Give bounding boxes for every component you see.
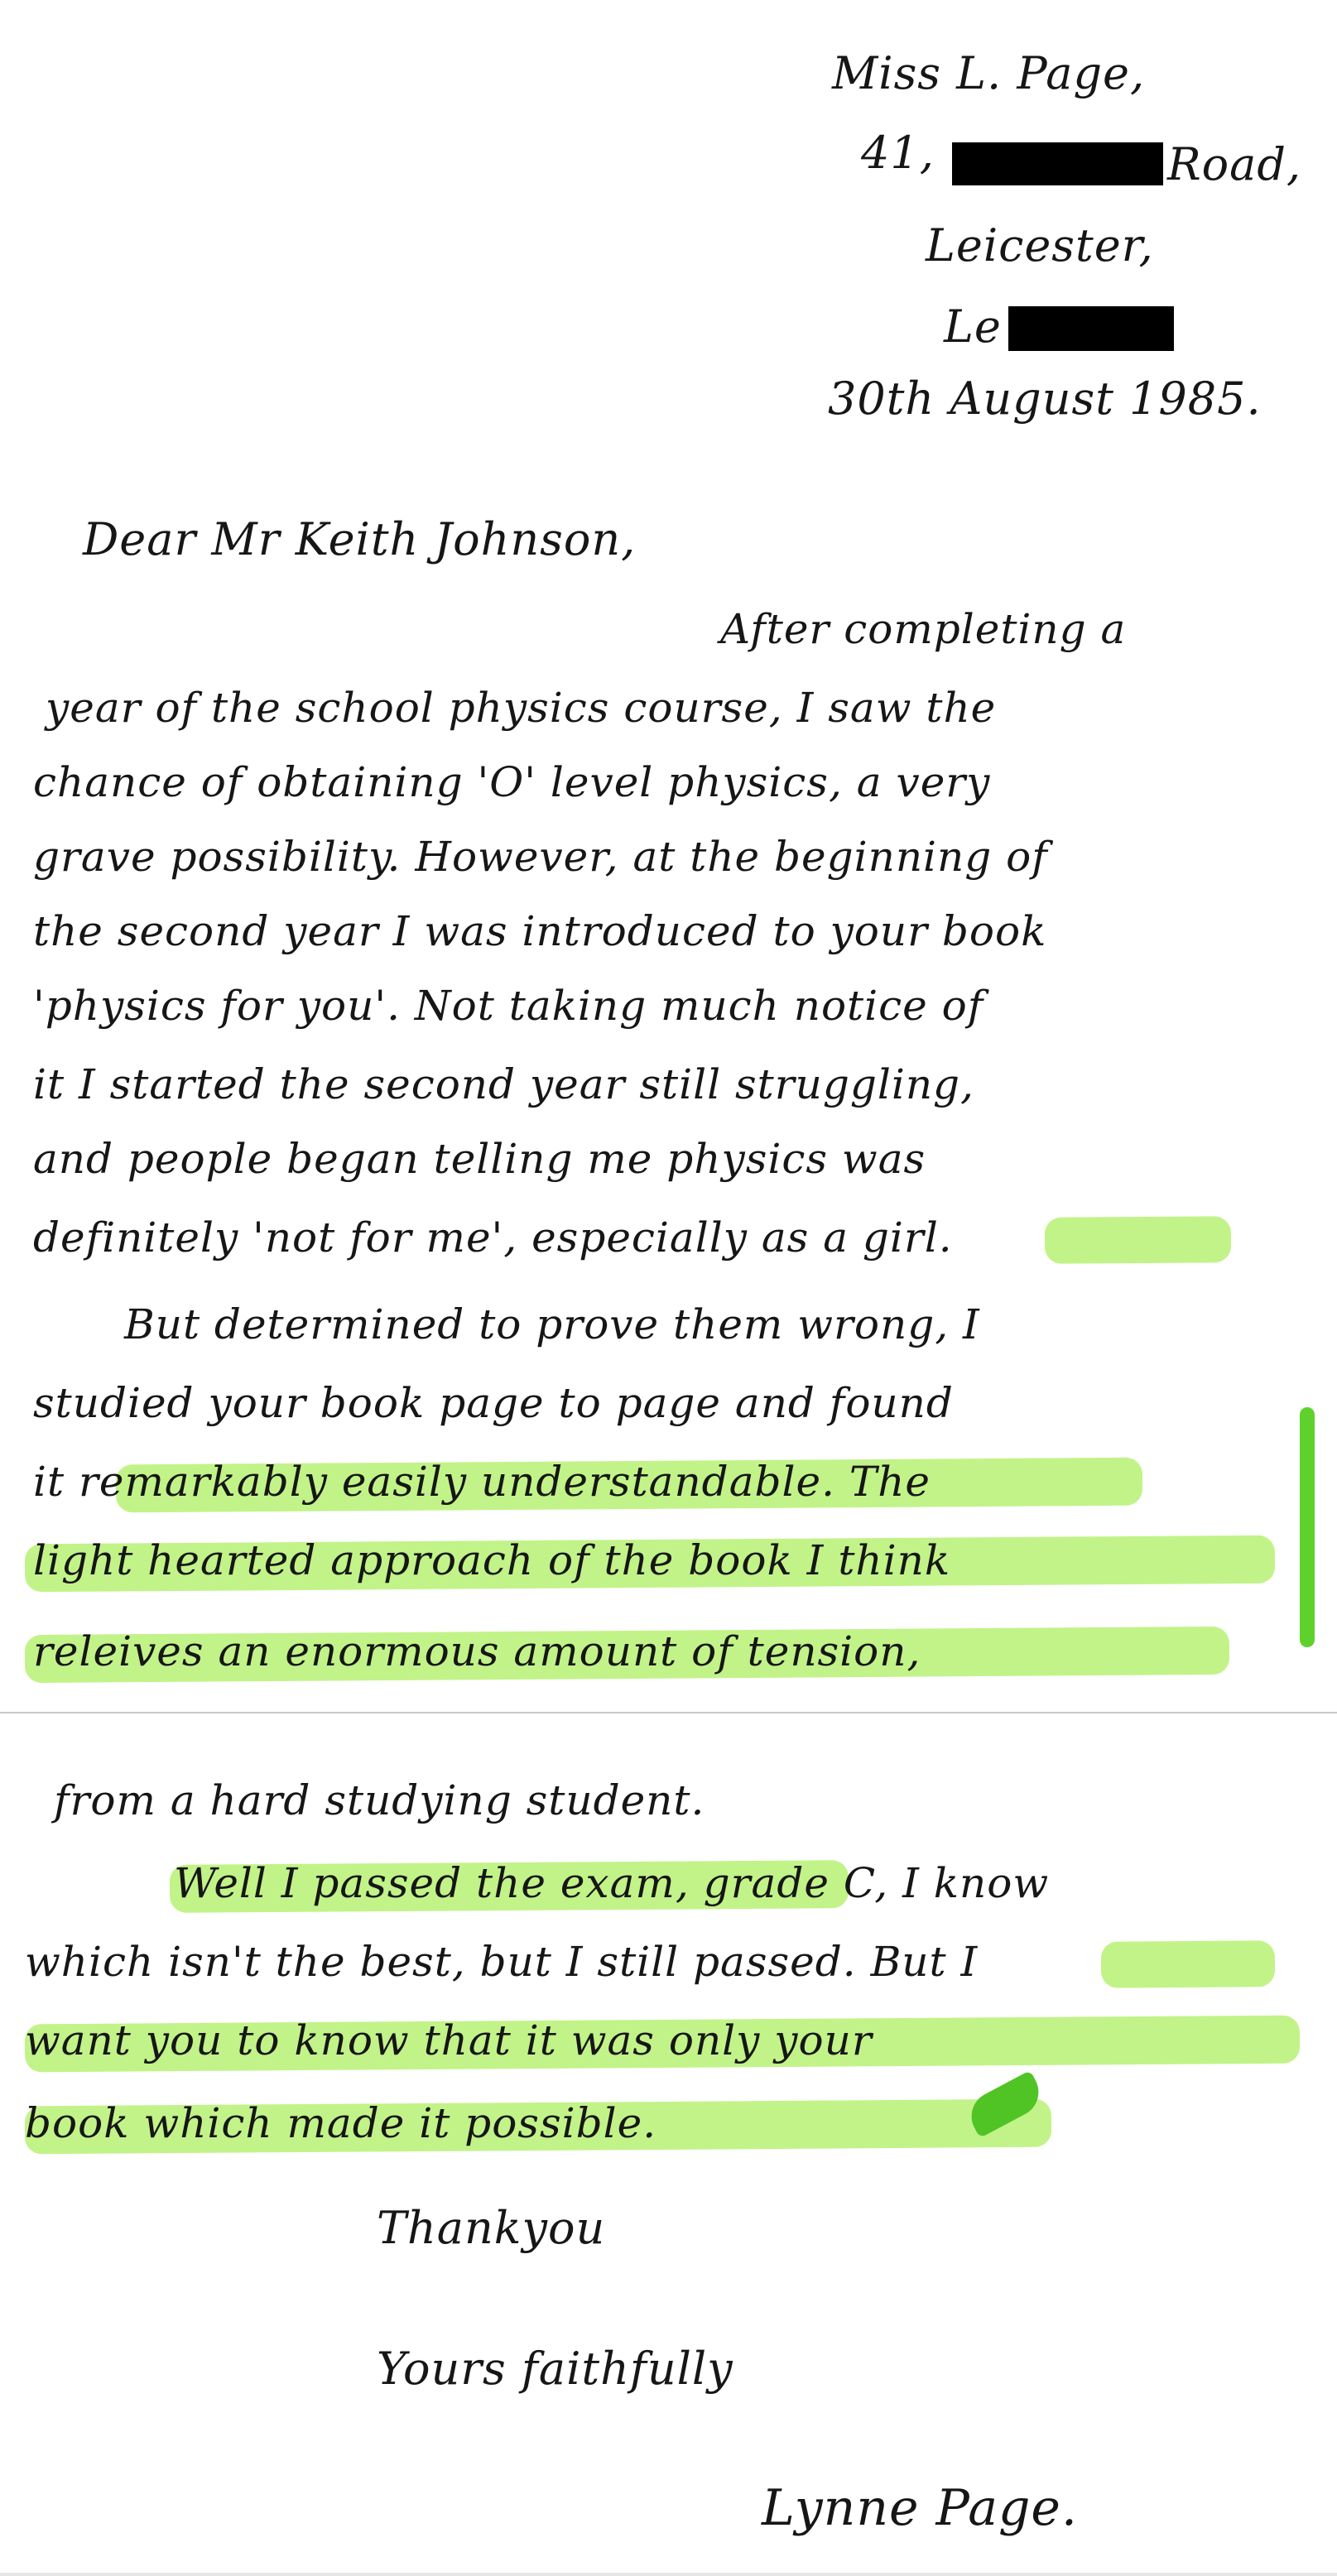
body-line: Well I passed the exam, grade C, I know <box>174 1859 1050 1907</box>
closing-phrase: Yours faithfully <box>377 2343 733 2395</box>
body-line: from a hard studying student. <box>54 1776 705 1824</box>
margin-highlight-mark <box>1300 1407 1315 1647</box>
body-line: and people began telling me physics was <box>33 1135 926 1183</box>
body-line: definitely 'not for me', especially as a girl. <box>33 1214 953 1262</box>
address-city: Leicester, <box>926 219 1154 272</box>
closing-thanks: Thankyou <box>377 2202 606 2254</box>
page-fold-line <box>0 1712 1337 1713</box>
body-line: it remarkably easily understandable. The <box>33 1458 931 1506</box>
body-line: chance of obtaining 'O' level physics, a very <box>33 758 991 806</box>
body-line: grave possibility. However, at the beginning of <box>33 833 1048 881</box>
page-bottom-edge <box>0 2573 1337 2576</box>
address-postcode-prefix: Le <box>944 300 1002 353</box>
body-line: book which made it possible. <box>25 2099 657 2147</box>
body-line: year of the school physics course, I saw the <box>46 684 997 732</box>
body-line: But determined to prove them wrong, I <box>124 1300 980 1348</box>
body-line: the second year I was introduced to your book <box>33 907 1047 955</box>
address-name: Miss L. Page, <box>832 47 1146 99</box>
redacted-postcode <box>1008 306 1174 351</box>
redacted-street-name <box>952 142 1163 185</box>
highlight-a-girl <box>1045 1216 1231 1264</box>
body-line: it I started the second year still struggling, <box>33 1060 974 1108</box>
body-line: After completing a <box>720 605 1127 653</box>
body-line: light hearted approach of the book I think <box>33 1536 951 1584</box>
body-line: 'physics for you'. Not taking much notice of <box>33 982 984 1030</box>
signature: Lynne Page. <box>762 2479 1078 2537</box>
body-line: releives an enormous amount of tension, <box>33 1627 921 1675</box>
salutation: Dear Mr Keith Johnson, <box>83 513 637 565</box>
highlight-but-i <box>1101 1940 1275 1987</box>
body-line: want you to know that it was only your <box>25 2016 873 2064</box>
body-line: studied your book page to page and found <box>33 1379 954 1427</box>
address-street-number: 41, <box>861 127 935 179</box>
address-street-suffix: Road, <box>1167 138 1302 190</box>
body-line: which isn't the best, but I still passed. But I <box>25 1938 979 1986</box>
letter-date: 30th August 1985. <box>828 372 1262 425</box>
